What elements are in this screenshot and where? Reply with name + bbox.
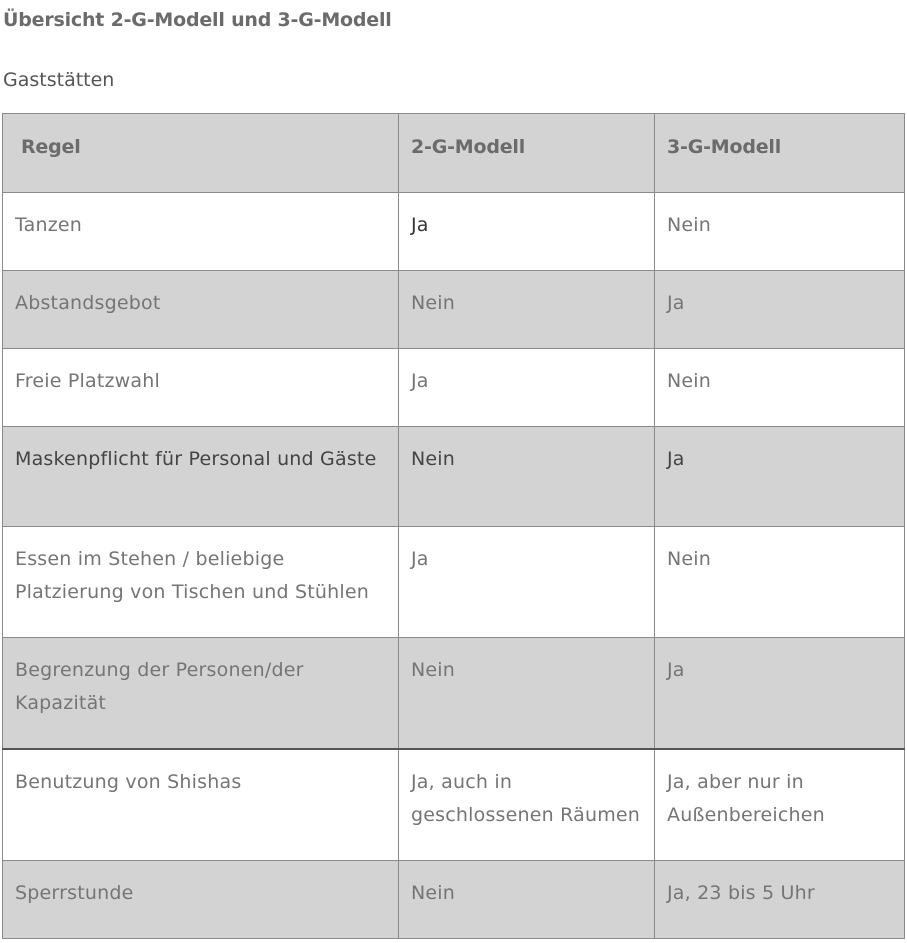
- value-2g-cell: Nein: [399, 271, 655, 349]
- value-2g-cell: Nein: [399, 427, 655, 527]
- rule-cell: Maskenpflicht für Personal und Gäste: [3, 427, 399, 527]
- value-3g-cell: Ja: [655, 427, 905, 527]
- table-row: [3, 527, 905, 638]
- table-row: [3, 271, 905, 349]
- value-3g-cell: Nein: [655, 193, 905, 271]
- value-3g-cell: Nein: [655, 349, 905, 427]
- column-header-rule: Regel: [3, 114, 399, 193]
- table-row: [3, 638, 905, 750]
- table-row: [3, 427, 905, 527]
- table-row: [3, 193, 905, 271]
- value-3g-cell: Ja, 23 bis 5 Uhr: [655, 861, 905, 939]
- value-3g-cell: Ja: [655, 638, 905, 750]
- rule-cell: Abstandsgebot: [3, 271, 399, 349]
- rule-cell: Freie Platzwahl: [3, 349, 399, 427]
- value-2g-cell: Ja, auch in geschlossenen Räumen: [399, 749, 655, 861]
- table-header-row: [3, 114, 905, 193]
- table-row: [3, 861, 905, 939]
- table-row: [3, 749, 905, 861]
- value-2g-cell: Ja: [399, 527, 655, 638]
- rule-cell: Tanzen: [3, 193, 399, 271]
- rule-cell: Sperrstunde: [3, 861, 399, 939]
- section-subtitle: Gaststätten: [3, 69, 115, 91]
- page-title: Übersicht 2-G-Modell und 3-G-Modell: [3, 9, 392, 31]
- value-3g-cell: Ja: [655, 271, 905, 349]
- value-3g-cell: Ja, aber nur in Außenbereichen: [655, 749, 905, 861]
- comparison-table: [2, 113, 905, 939]
- rule-cell: Essen im Stehen / beliebige Platzierung von Tischen und Stühlen: [3, 527, 399, 638]
- value-3g-cell: Nein: [655, 527, 905, 638]
- value-2g-cell: Ja: [399, 349, 655, 427]
- rule-cell: Begrenzung der Personen/der Kapazität: [3, 638, 399, 750]
- rule-cell: Benutzung von Shishas: [3, 749, 399, 861]
- column-header-3g: 3-G-Modell: [655, 114, 905, 193]
- value-2g-cell: Nein: [399, 861, 655, 939]
- table-row: [3, 349, 905, 427]
- value-2g-cell: Ja: [399, 193, 655, 271]
- column-header-2g: 2-G-Modell: [399, 114, 655, 193]
- value-2g-cell: Nein: [399, 638, 655, 750]
